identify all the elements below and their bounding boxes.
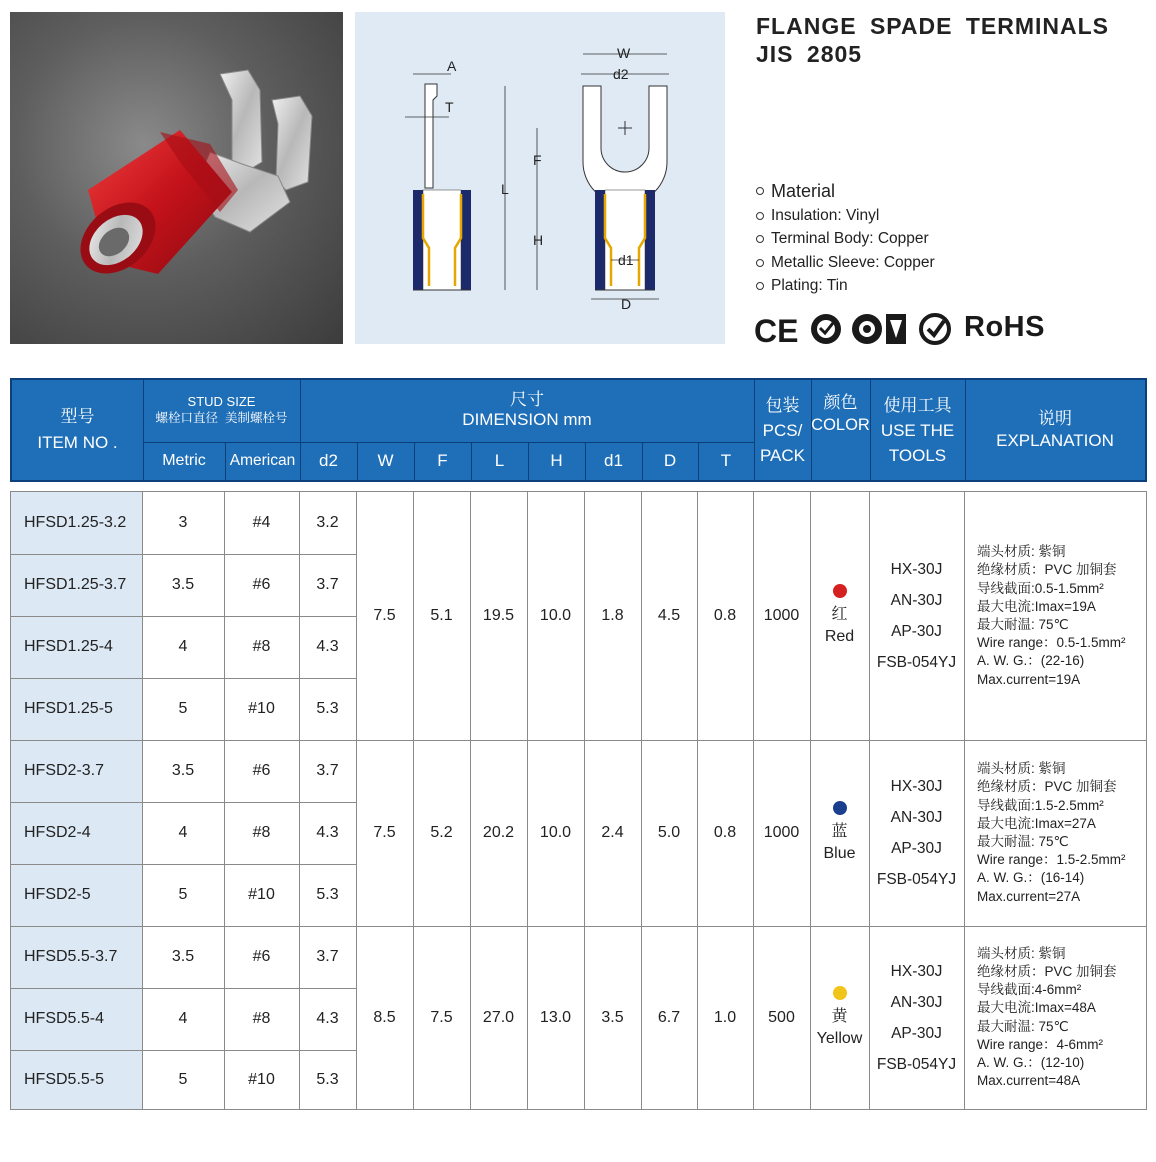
cell-w: 7.5 (373, 824, 396, 841)
material-item: Metallic Sleeve: Copper (756, 251, 935, 274)
header-col-d2: d2 (319, 451, 338, 470)
cell-d2: 4.3 (316, 1010, 339, 1027)
dim-label-d: D (621, 296, 632, 312)
material-item: Terminal Body: Copper (756, 227, 935, 250)
dim-label-f: F (533, 152, 542, 168)
title-line-2: JIS 2805 (756, 41, 863, 67)
cell-t: 0.8 (713, 607, 737, 624)
header-item-no: 型号 ITEM NO . (37, 407, 118, 452)
cell-american: #4 (252, 514, 271, 531)
header-col-t: T (720, 451, 732, 470)
cell-american: #10 (248, 700, 275, 717)
cell-l: 20.2 (482, 824, 515, 841)
cell-metric: 3 (178, 514, 188, 531)
ul-mark-icon (886, 314, 906, 344)
cell-l: 19.5 (482, 607, 515, 624)
cell-american: #10 (248, 1070, 275, 1088)
quality-seal-icon (811, 314, 841, 344)
cell-d2: 5.3 (316, 700, 339, 717)
header-col-l: L (494, 451, 505, 470)
dim-label-t: T (445, 99, 454, 115)
ccc-mark-icon (852, 314, 882, 344)
product-photo (10, 12, 343, 344)
dim-label-h: H (533, 232, 544, 248)
header-explanation: 说明 EXPLANATION (996, 409, 1114, 450)
cell-d1: 3.5 (601, 1008, 624, 1026)
cell-american: #8 (252, 638, 271, 655)
color-dot-icon (833, 801, 847, 815)
dim-label-a: A (447, 58, 457, 74)
cell-american: #6 (252, 948, 271, 965)
cell-american: #6 (252, 576, 271, 593)
cell-d2: 5.3 (316, 886, 339, 903)
cell-d2: 3.2 (316, 514, 339, 531)
cell-american: #8 (252, 1010, 271, 1027)
bullet-icon (756, 259, 764, 267)
cell-american: #8 (252, 824, 271, 841)
cell-d2: 5.3 (316, 1070, 339, 1088)
cell-metric: 4 (178, 824, 188, 841)
color-dot-icon (833, 986, 847, 1000)
header-col-h: H (550, 451, 563, 470)
material-heading: Material (756, 178, 935, 204)
page-title (756, 12, 1109, 68)
cell-f: 5.2 (430, 824, 453, 841)
cell-metric: 5 (178, 700, 188, 717)
cell-metric: 3.5 (171, 762, 195, 779)
header-stud-size: STUD SIZE 螺栓口直径 美制螺栓号 (155, 394, 288, 425)
table-row-item: HFSD1.25-3.7 (24, 576, 127, 593)
cell-t: 1.0 (713, 1008, 737, 1026)
header-dimension: 尺寸 DIMENSION mm (462, 390, 592, 429)
header-col-w: W (377, 451, 394, 470)
cell-f: 7.5 (430, 1008, 453, 1026)
cell-d2: 3.7 (316, 762, 339, 779)
cell-d: 5.0 (657, 824, 681, 841)
cell-d2: 3.7 (316, 576, 339, 593)
cell-metric: 5 (178, 1070, 188, 1088)
cell-american: #6 (252, 762, 271, 779)
ce-mark-icon: CE (754, 313, 799, 349)
cell-h: 10.0 (539, 824, 572, 841)
table-row-item: HFSD1.25-4 (24, 638, 113, 655)
bullet-icon (756, 235, 764, 243)
header-col-f: F (437, 451, 448, 470)
cell-american: #10 (248, 886, 275, 903)
cell-d1: 2.4 (601, 824, 624, 841)
cell-w: 7.5 (373, 607, 396, 624)
cell-d2: 4.3 (316, 824, 339, 841)
cell-color: 黄 Yellow (810, 926, 869, 1109)
dim-label-d2: d2 (613, 66, 629, 82)
cell-pack: 500 (768, 1008, 795, 1026)
cell-metric: 4 (178, 638, 188, 655)
cell-metric: 3.5 (171, 576, 195, 593)
table-header (10, 378, 1147, 482)
material-item: Plating: Tin (756, 274, 935, 297)
header-tools: 使用工具 USE THE TOOLS (880, 395, 955, 465)
table-row-item: HFSD2-5 (24, 886, 91, 903)
bullet-icon (756, 187, 764, 195)
color-dot-icon (833, 584, 847, 598)
table-row-item: HFSD2-4 (24, 824, 91, 841)
cell-d1: 1.8 (601, 607, 624, 624)
table-row-item: HFSD2-3.7 (24, 762, 105, 779)
cell-d2: 3.7 (316, 948, 339, 965)
header-col-d: D (663, 451, 677, 470)
cell-tools: HX-30J AN-30J AP-30J FSB-054YJ (876, 778, 957, 888)
sgs-mark-icon (921, 315, 949, 343)
table-row-item: HFSD5.5-3.7 (24, 948, 118, 965)
table-row-item: HFSD5.5-5 (24, 1070, 105, 1088)
spec-table (10, 491, 1147, 1110)
dim-label-l: L (501, 181, 509, 197)
cell-metric: 4 (178, 1010, 188, 1027)
dim-label-d1: d1 (618, 252, 634, 268)
cell-tools: HX-30J AN-30J AP-30J FSB-054YJ (876, 962, 957, 1073)
table-row-item: HFSD5.5-4 (24, 1010, 105, 1027)
cell-h: 13.0 (539, 1008, 572, 1026)
cell-tools: HX-30J AN-30J AP-30J FSB-054YJ (876, 561, 957, 671)
title-line-1: FLANGE SPADE TERMINALS (756, 13, 1110, 39)
header-color: 颜色 COLOR (811, 393, 870, 434)
bullet-icon (756, 212, 764, 220)
table-row-item: HFSD1.25-3.2 (24, 514, 127, 531)
cell-explanation: 端头材质: 紫铜 绝缘材质：PVC 加铜套 导线截面:1.5-2.5mm² 最大电流:Imax=27A 最大耐温: 75℃ Wire range：1.5-2.5mm² A. W. G.：(16-14) Max.current=27A (977, 761, 1126, 904)
dim-label-w: W (617, 45, 631, 61)
bullet-icon (756, 282, 764, 290)
cell-h: 10.0 (539, 607, 572, 624)
table-row-item: HFSD1.25-5 (24, 700, 113, 717)
header-col-d1: d1 (604, 451, 623, 470)
cell-d: 6.7 (657, 1008, 681, 1026)
cell-w: 8.5 (373, 1008, 396, 1026)
cell-t: 0.8 (713, 824, 737, 841)
cell-f: 5.1 (430, 607, 453, 624)
header-american: American (229, 452, 296, 469)
header-metric: Metric (162, 452, 206, 469)
material-list (756, 178, 935, 297)
cell-pack: 1000 (763, 607, 800, 624)
cell-pack: 1000 (763, 824, 800, 841)
cell-d: 4.5 (657, 607, 681, 624)
material-item: Insulation: Vinyl (756, 204, 935, 227)
header-pack: 包装 PCS/ PACK (759, 395, 806, 465)
cell-metric: 3.5 (171, 948, 195, 965)
rohs-mark: RoHS (964, 311, 1045, 343)
cell-color: 蓝 Blue (810, 740, 869, 926)
cell-metric: 5 (178, 886, 188, 903)
technical-drawing (355, 12, 725, 344)
cell-explanation: 端头材质: 紫铜 绝缘材质：PVC 加铜套 导线截面:4-6mm² 最大电流:Imax=48A 最大耐温: 75℃ Wire range：4-6mm² A. W. G.：(12-10) Max.current=48A (977, 945, 1117, 1089)
cell-l: 27.0 (482, 1008, 515, 1026)
cell-explanation: 端头材质: 紫铜 绝缘材质：PVC 加铜套 导线截面:0.5-1.5mm² 最大电流:Imax=19A 最大耐温: 75℃ Wire range：0.5-1.5mm² A. W. G.：(22-16) Max.current=19A (977, 544, 1126, 687)
cell-color: 红 Red (810, 492, 869, 740)
cell-d2: 4.3 (316, 638, 339, 655)
